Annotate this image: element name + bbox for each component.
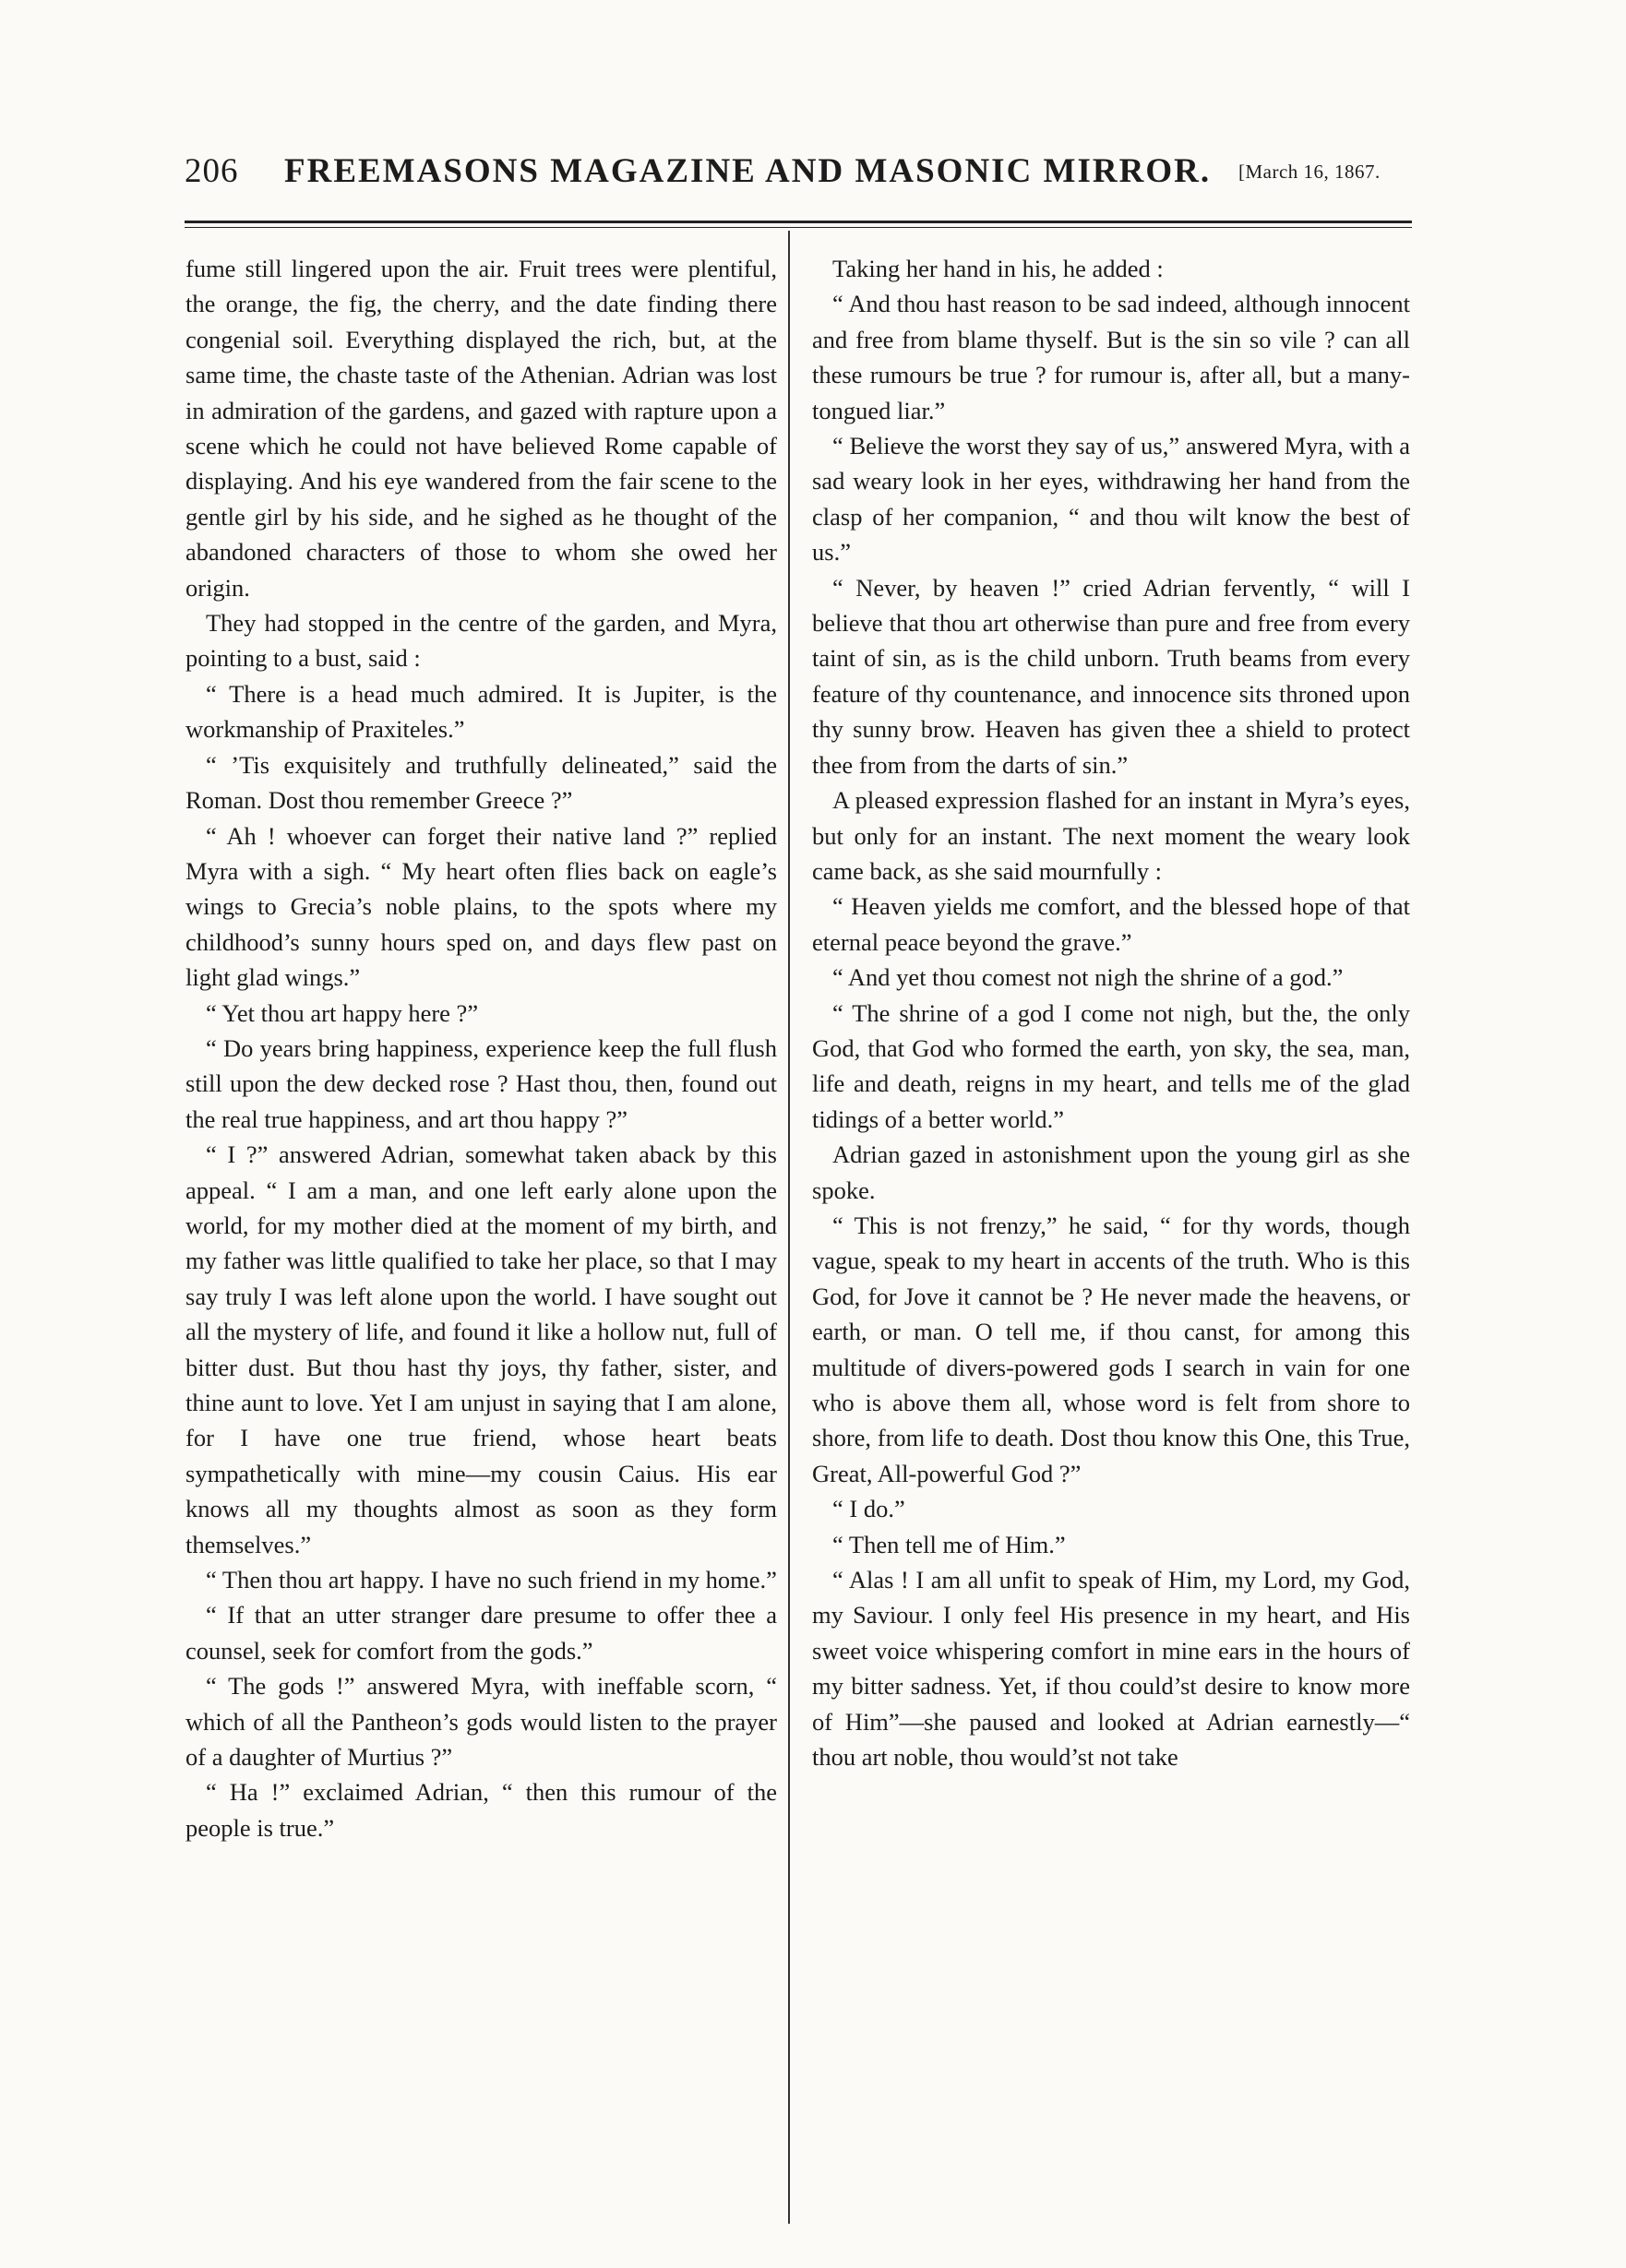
paragraph: “ I ?” answered Adrian, somewhat taken aback by this appeal. “ I am a man, and one left early alone upon the world, for my mother died at the moment of my birth, and my father was little qualified to take her place, so that I may say truly I was left alone upon the world. I have sought out all the mystery of life, and found it like a hollow nut, full of bitter dust. But thou hast thy joys, thy father, sister, and thine aunt to love. Yet I am unjust in saying that I am alone, for I have one true friend, whose heart beats sympathetically with mine—my cousin Caius. His ear knows all my thoughts almost as soon as they form themselves.” [185,1140,777,1558]
left-column [185,251,777,1845]
paragraph: Taking her hand in his, he added : [832,255,1164,282]
paragraph: “ Ha !” exclaimed Adrian, “ then this rumour of the people is true.” [185,1778,777,1842]
paragraph: A pleased expression flashed for an instant in Myra’s eyes, but only for an instant. The next moment the weary look came back, as she said mournfully : [812,786,1410,885]
column-divider [788,231,790,2224]
paragraph: fume still lingered upon the air. Fruit trees were plentiful, the orange, the fig, the cherry, and the date finding there congenial soil. Everything displayed the rich, but, at the same time, the chaste taste of the Athenian. Adrian was lost in admiration of the gardens, and gazed with rapture upon a scene which he could not have believed Rome capable of displaying. And his eye wandered from the fair scene to the gentle girl by his side, and he sighed as he thought of the abandoned characters of those to whom she owed her origin. [185,255,777,602]
paragraph: “ Do years bring happiness, experience keep the full flush still upon the dew decked rose ? Hast thou, then, found out the real true happiness, and art thou happy ?” [185,1033,777,1133]
paragraph: “ And yet thou comest not nigh the shrine of a god.” [832,963,1344,992]
page-header [185,148,1417,203]
paragraph: “ Never, by heaven !” cried Adrian fervently, “ will I believe that thou art otherwise than pure and free from every taint of sin, as is the child unborn. Truth beams from every feature of thy countenance, and innocence sits throned upon thy sunny brow. Heaven has given thee a shield to protect thee from from the darts of sin.” [812,573,1410,779]
paragraph: Adrian gazed in astonishment upon the young girl as she spoke. [812,1140,1410,1204]
paragraph: “ The shrine of a god I come not nigh, but the, the only God, that God who formed the earth, yon sky, the sea, man, life and death, reigns in my heart, and tells me of the glad tidings of a better world.” [812,998,1410,1133]
header-rule-thin [185,227,1412,228]
paragraph: “ There is a head much admired. It is Jupiter, is the workmanship of Praxiteles.” [185,679,777,744]
paragraph: “ I do.” [832,1495,905,1523]
paragraph: “ This is not frenzy,” he said, “ for thy words, though vague, speak to my heart in accents of the truth. Who is this God, for Jove it cannot be ? He never made the heavens, or earth, or man. O tell me, if thou canst, for among this multitude of divers-powered gods I search in vain for one who is above them all, whose word is felt from shore to shore, from life to death. Dost thou know this One, this True, Great, All-powerful God ?” [812,1211,1410,1487]
paragraph: “ Then tell me of Him.” [832,1530,1066,1558]
running-title: FREEMASONS MAGAZINE AND MASONIC MIRROR. [284,152,1212,190]
paragraph: “ Ah ! whoever can forget their native land ?” replied Myra with a sigh. “ My heart often flies back on eagle’s wings to Grecia’s noble plains, to the spots where my childhood’s sunny hours sped on, and days flew past on light glad wings.” [185,821,777,992]
paragraph: “ Alas ! I am all unfit to speak of Him, my Lord, my God, my Saviour. I only feel His presence in my heart, and His sweet voice whispering comfort in mine ears in the hours of my bitter sadness. Yet, if thou could’st desire to know more of Him”—she paused and looked at Adrian earnestly—“ thou art noble, thou would’st not take [812,1566,1410,1772]
paragraph: “ And thou hast reason to be sad indeed, although innocent and free from blame thyself. But is the sin so vile ? can all these rumours be true ? for rumour is, after all, but a many-tongued liar.” [812,290,1410,424]
header-rule-thick [185,221,1412,223]
page-number: 206 [185,152,239,190]
paragraph: “ If that an utter stranger dare presume to offer thee a counsel, seek for comfort from the gods.” [185,1601,777,1665]
paragraph: “ Heaven yields me comfort, and the blessed hope of that eternal peace beyond the grave.” [812,892,1410,956]
paragraph: “ ’Tis exquisitely and truthfully delineated,” said the Roman. Dost thou remember Greece ?” [185,750,777,815]
paragraph: “ The gods !” answered Myra, with ineffable scorn, “ which of all the Pantheon’s gods would listen to the prayer of a daughter of Murtius ?” [185,1672,777,1772]
paragraph: “ Believe the worst they say of us,” answered Myra, with a sad weary look in her eyes, withdrawing her hand from the clasp of her companion, “ and thou wilt know the best of us.” [812,432,1410,567]
paragraph: They had stopped in the centre of the garden, and Myra, pointing to a bust, said : [185,609,777,673]
paragraph: “ Then thou art happy. I have no such friend in my home.” [206,1566,777,1594]
right-column [812,251,1410,1774]
issue-date: [March 16, 1867. [1238,161,1381,183]
paragraph: “ Yet thou art happy here ?” [206,998,479,1027]
